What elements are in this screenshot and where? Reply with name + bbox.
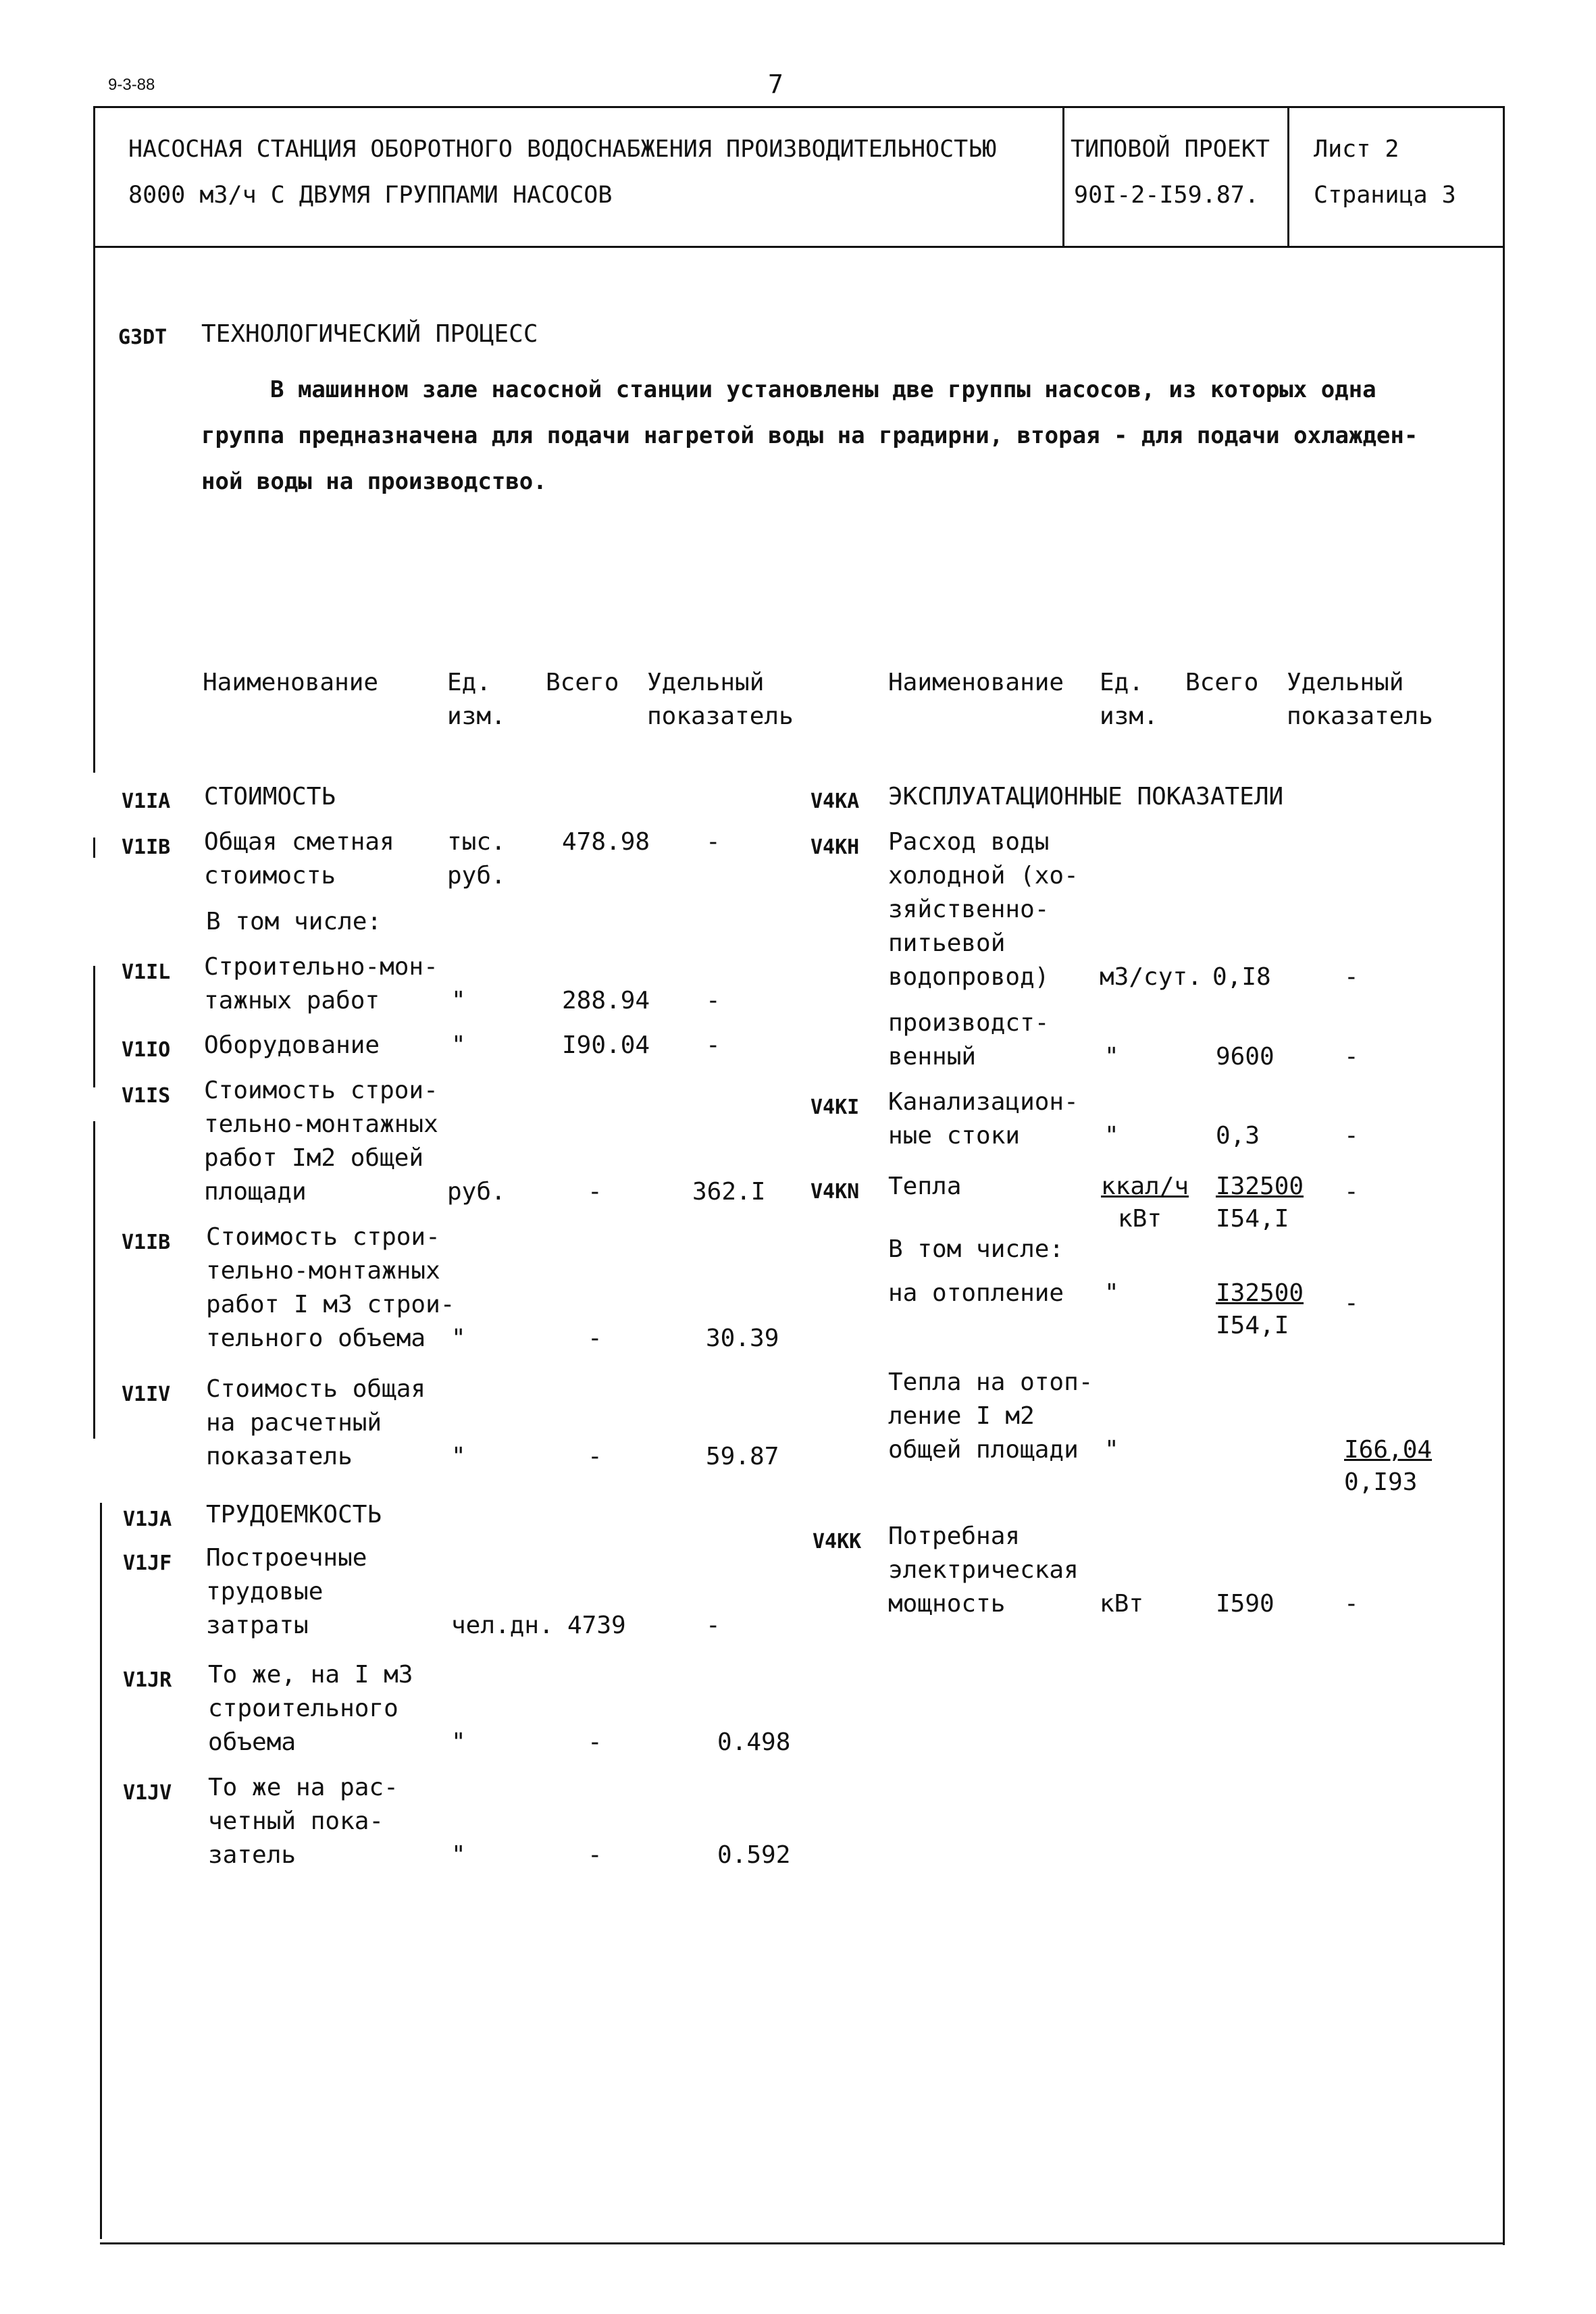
col-header-name-right: Наименование — [888, 669, 1064, 696]
row-v1iv-total: - — [588, 1443, 602, 1470]
right-including-label: В том числе: — [888, 1235, 1064, 1263]
row-v1iv-unit: " — [451, 1443, 466, 1470]
header-divider-2 — [1287, 106, 1289, 248]
row-v1io-total: I90.04 — [562, 1031, 650, 1059]
process-heading: ТЕХНОЛОГИЧЕСКИЙ ПРОЦЕСС — [201, 320, 538, 348]
code-v4ka: V4KA — [810, 790, 860, 813]
code-v1iv: V1IV — [122, 1383, 171, 1406]
header-frame — [93, 106, 1505, 248]
left-including-label: В том числе: — [206, 908, 382, 935]
row-v1jr-spec: 0.498 — [717, 1728, 791, 1756]
row-v4kh-total: 0,I8 — [1212, 963, 1271, 991]
code-v1jr: V1JR — [123, 1668, 172, 1692]
col-header-unit-left-1: Ед. — [447, 669, 492, 696]
row-v4kn-unit-bottom: кВт — [1118, 1205, 1162, 1233]
row-v1is-name: Стоимость строи- тельно-монтажных работ Iм2 общей площади — [204, 1077, 438, 1206]
page-label: Страница 3 — [1314, 182, 1456, 209]
row-v1jf-total: 4739 — [567, 1612, 626, 1639]
body-left-border-seg5 — [100, 1503, 102, 2239]
row-heating-total-top: I32500 — [1216, 1279, 1304, 1307]
code-v1jv: V1JV — [123, 1781, 172, 1805]
row-v1jf-spec: - — [706, 1612, 721, 1639]
row-v1jv-name: То же на рас- четный пока- затель — [208, 1774, 398, 1869]
section-cost-title: СТОИМОСТЬ — [204, 783, 336, 811]
row-production-water-name: производст- венный — [888, 1009, 1050, 1071]
row-v4kh-name: Расход воды холодной (хо- зяйственно- питьевой водопровод) — [888, 828, 1079, 991]
process-paragraph-line1: В машинном зале насосной станции установлены две группы насосов, из которых одна — [270, 376, 1376, 403]
row-v1ib2-name: Стоимость строи- тельно-монтажных работ I м3 строи- тельного объема — [206, 1223, 455, 1352]
row-v1jv-unit: " — [451, 1841, 466, 1869]
body-bottom-border — [100, 2242, 1505, 2244]
row-v1ib-unit: тыс. руб. — [447, 828, 506, 890]
row-v1il-spec: - — [706, 987, 721, 1014]
row-heat-per-m2-spec-top: I66,04 — [1344, 1436, 1433, 1464]
row-v4kh-spec: - — [1344, 963, 1359, 991]
header-title-line1: НАСОСНАЯ СТАНЦИЯ ОБОРОТНОГО ВОДОСНАБЖЕНИЯ ПРОИЗВОДИТЕЛЬНОСТЬЮ — [128, 136, 997, 163]
row-v4kn-spec: - — [1344, 1178, 1359, 1206]
row-heat-per-m2-unit: " — [1104, 1436, 1119, 1464]
code-v1ja: V1JA — [123, 1508, 172, 1531]
row-v1io-unit: " — [451, 1031, 466, 1059]
row-v1io-spec: - — [706, 1031, 721, 1059]
row-v1ib-name: Общая сметная стоимость — [204, 828, 394, 890]
body-left-border-top — [93, 246, 95, 773]
section-operation-title: ЭКСПЛУАТАЦИОННЫЕ ПОКАЗАТЕЛИ — [888, 783, 1284, 811]
row-v1ib2-spec: 30.39 — [706, 1325, 779, 1352]
row-v1ib2-total: - — [588, 1325, 602, 1352]
col-header-spec-right-1: Удельный — [1287, 669, 1404, 696]
row-v1il-name: Строительно-мон- тажных работ — [204, 953, 438, 1014]
code-v4kn: V4KN — [810, 1180, 860, 1204]
row-v4kh-unit: м3/сут. — [1100, 963, 1202, 991]
row-heating-unit: " — [1104, 1279, 1119, 1307]
row-v4kn-name: Тепла — [888, 1173, 962, 1200]
row-v1il-unit: " — [451, 987, 466, 1014]
code-v4kk: V4KK — [813, 1530, 862, 1553]
code-v1is: V1IS — [122, 1084, 171, 1108]
row-production-water-total: 9600 — [1216, 1043, 1275, 1071]
body-left-border-lower — [93, 966, 95, 1087]
row-v4ki-total: 0,3 — [1216, 1122, 1260, 1150]
col-header-unit-right-1: Ед. — [1100, 669, 1144, 696]
col-header-total-left: Всего — [546, 669, 619, 696]
col-header-unit-right-2: изм. — [1100, 702, 1158, 730]
body-right-border — [1503, 246, 1505, 2245]
header-title-line2: 8000 м3/ч С ДВУМЯ ГРУППАМИ НАСОСОВ — [128, 182, 613, 209]
sheet-label: Лист 2 — [1314, 136, 1399, 163]
row-v4kk-spec: - — [1344, 1590, 1359, 1618]
row-v1iv-name: Стоимость общая на расчетный показатель — [206, 1375, 426, 1470]
row-v1jr-name: То же, на I м3 строительного объема — [208, 1661, 413, 1756]
code-v1jf: V1JF — [123, 1551, 172, 1575]
date-mark: 9-3-88 — [108, 76, 155, 94]
code-v4kh: V4KH — [810, 835, 860, 859]
code-v1ib: V1IB — [122, 835, 171, 859]
code-v1io: V1IO — [122, 1038, 171, 1062]
col-header-spec-right-2: показатель — [1287, 702, 1433, 730]
row-v4kn-total-bottom: I54,I — [1216, 1205, 1289, 1233]
row-heating-total-bottom: I54,I — [1216, 1312, 1289, 1339]
row-heating-spec: - — [1344, 1289, 1359, 1317]
row-v1is-unit: руб. — [447, 1178, 506, 1206]
project-label: ТИПОВОЙ ПРОЕКТ — [1071, 136, 1270, 163]
process-paragraph-line3: ной воды на производство. — [201, 468, 547, 495]
row-heat-per-m2-name: Тепла на отоп- ление I м2 общей площади — [888, 1368, 1093, 1464]
body-left-border-mid — [93, 838, 95, 858]
col-header-name-left: Наименование — [203, 669, 379, 696]
row-v4kk-total: I590 — [1216, 1590, 1275, 1618]
row-v1io-name: Оборудование — [204, 1031, 380, 1059]
row-v1jf-name: Построечные трудовые затраты — [206, 1544, 367, 1639]
row-v1ib-spec: - — [706, 828, 721, 856]
code-v4ki: V4KI — [810, 1096, 860, 1119]
header-bottom-rule — [93, 246, 1505, 248]
code-v1ib-2: V1IB — [122, 1231, 171, 1254]
row-v4kk-unit: кВт — [1100, 1590, 1144, 1618]
row-v1jv-spec: 0.592 — [717, 1841, 791, 1869]
row-v1iv-spec: 59.87 — [706, 1443, 779, 1470]
row-v4ki-name: Канализацион- ные стоки — [888, 1088, 1079, 1150]
code-v1il: V1IL — [122, 960, 171, 984]
row-production-water-spec: - — [1344, 1043, 1359, 1071]
row-v1ib2-unit: " — [451, 1325, 466, 1352]
section-labor-title: ТРУДОЕМКОСТЬ — [206, 1501, 382, 1528]
page-number: 7 — [768, 70, 783, 99]
process-code: G3DT — [118, 326, 168, 349]
col-header-spec-left-2: показатель — [647, 702, 794, 730]
row-v1ib-total: 478.98 — [562, 828, 650, 856]
header-divider-1 — [1062, 106, 1064, 248]
row-v4kk-name: Потребная электрическая мощность — [888, 1522, 1079, 1618]
row-v4kn-total-top: I32500 — [1216, 1173, 1304, 1200]
row-v4ki-spec: - — [1344, 1122, 1359, 1150]
body-left-border-seg4 — [93, 1121, 95, 1439]
col-header-unit-left-2: изм. — [447, 702, 506, 730]
row-heating-name: на отопление — [888, 1279, 1064, 1307]
col-header-spec-left-1: Удельный — [647, 669, 765, 696]
row-production-water-unit: " — [1104, 1043, 1119, 1071]
row-heat-per-m2-spec-bottom: 0,I93 — [1344, 1468, 1418, 1496]
row-v1jr-total: - — [588, 1728, 602, 1756]
row-v1jv-total: - — [588, 1841, 602, 1869]
row-v1jr-unit: " — [451, 1728, 466, 1756]
row-v4kn-unit-top: ккал/ч — [1101, 1173, 1189, 1200]
process-paragraph-line2: группа предназначена для подачи нагретой воды на градирни, вторая - для подачи охлажден- — [201, 422, 1418, 449]
row-v1is-total: - — [588, 1178, 602, 1206]
row-v4ki-unit: " — [1104, 1122, 1119, 1150]
col-header-total-right: Всего — [1185, 669, 1259, 696]
row-v1il-total: 288.94 — [562, 987, 650, 1014]
code-v1ia: V1IA — [122, 790, 171, 813]
row-v1is-spec: 362.I — [692, 1178, 766, 1206]
project-number: 90I-2-I59.87. — [1074, 182, 1259, 209]
row-v1jf-unit: чел.дн. — [451, 1612, 554, 1639]
